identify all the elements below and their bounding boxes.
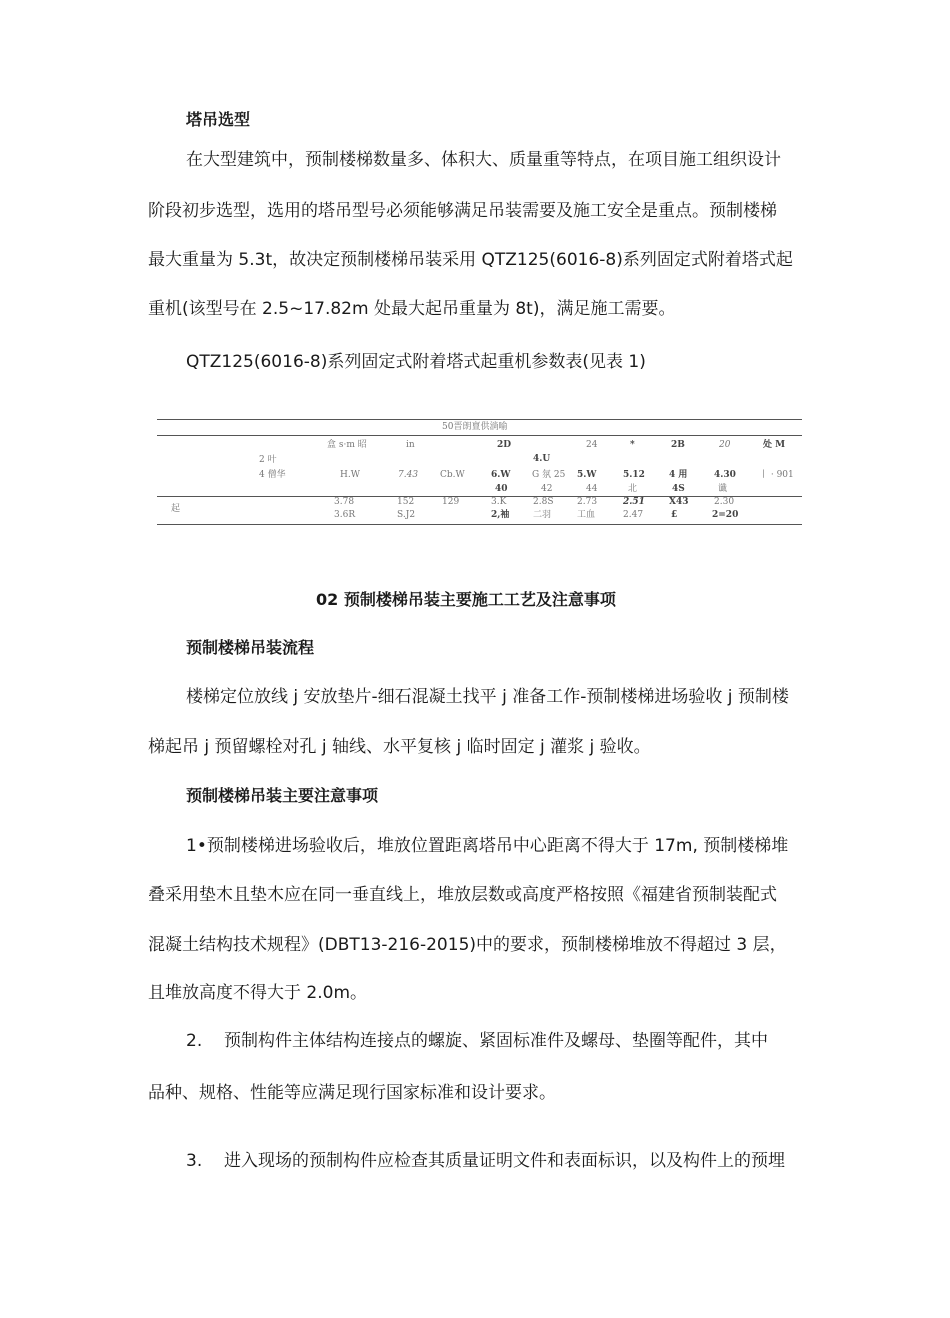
- row-d-cell: 3.78: [334, 497, 355, 507]
- row-b-cell: 7.43: [398, 470, 419, 480]
- row-e-cell: 工血: [577, 510, 596, 520]
- heading-notes: 预制楼梯吊装主要注意事项: [186, 786, 379, 805]
- section-title: 02 预制楼梯吊装主要施工工艺及注意事项: [316, 590, 616, 609]
- row-b-cell: Cb.W: [440, 470, 465, 480]
- row-d-cell: X43: [669, 497, 689, 507]
- row-b-cell: 4.30: [714, 470, 736, 480]
- row-c-cell: 谶: [718, 484, 728, 494]
- row-c-cell: 42: [541, 484, 553, 494]
- note1-line-3: 混凝土结构技术规程》(DBT13-216-2015)中的要求，预制楼梯堆放不得超过 3 层，: [148, 935, 787, 955]
- header-cell: 2B: [671, 440, 685, 450]
- row-e-cell: 2=20: [712, 510, 739, 520]
- row-d-cell: 2.73: [577, 497, 598, 507]
- header-cell: *: [630, 440, 635, 450]
- note2-line-2: 品种、规格、性能等应满足现行国家标准和设计要求。: [148, 1083, 556, 1103]
- row-d-cell: 2.30: [714, 497, 735, 507]
- row-b-cell: 6.W: [491, 470, 511, 480]
- row-c-cell: 北: [628, 484, 638, 494]
- row-b-cell: G 氛 25: [532, 470, 566, 480]
- row-b-cell: 5.W: [577, 470, 597, 480]
- row-d-cell: 起: [171, 504, 181, 514]
- row-b-cell: H.W: [340, 470, 360, 480]
- table-caption: QTZ125(6016-8)系列固定式附着塔式起重机参数表(见表 1): [186, 352, 646, 372]
- table-rule-mid: [157, 496, 802, 497]
- note2-line-1: 预制构件主体结构连接点的螺旋、紧固标准件及螺母、垫圈等配件，其中: [224, 1031, 768, 1051]
- header-cell: 24: [586, 440, 598, 450]
- table-title: 50晋朗亶供淌喻: [442, 422, 508, 432]
- row-e-cell: 2,袖: [491, 510, 510, 520]
- row-d-cell: 2.51: [623, 497, 645, 507]
- row-b-cell: 4 僧华: [259, 470, 286, 480]
- row-e-cell: £: [671, 510, 678, 520]
- note3-line-1: 进入现场的预制构件应检查其质量证明文件和表面标识，以及构件上的预埋: [224, 1151, 785, 1171]
- note3-number: 3.: [186, 1151, 203, 1171]
- header-cell: 20: [719, 440, 731, 450]
- row-c-cell: 4S: [672, 484, 685, 494]
- note1-line-2: 叠采用垫木且垫木应在同一垂直线上，堆放层数或高度严格按照《福建省预制装配式: [148, 885, 777, 905]
- table-rule-header: [157, 435, 802, 436]
- note1-line-4: 且堆放高度不得大于 2.0m。: [148, 983, 367, 1003]
- row-a-cell: 4.U: [533, 454, 551, 464]
- header-cell: 盒 s·m 昭: [327, 440, 367, 450]
- para1-line-3: 最大重量为 5.3t，故决定预制楼梯吊装采用 QTZ125(6016-8)系列固定式附着塔式起: [148, 250, 793, 270]
- heading-hoisting-flow: 预制楼梯吊装流程: [186, 638, 315, 657]
- table-rule-bottom: [157, 524, 802, 525]
- row-a-cell: 2 叶: [259, 455, 277, 465]
- row-b-cell: 丨 · 901: [759, 470, 794, 480]
- row-c-cell: 40: [495, 484, 508, 494]
- row-d-cell: 129: [442, 497, 460, 507]
- parameter-table: [157, 414, 802, 524]
- table-rule-top: [157, 419, 802, 420]
- flow-line-1: 楼梯定位放线 j 安放垫片-细石混凝土找平 j 准备工作-预制楼梯进场验收 j 预制楼: [186, 687, 789, 707]
- header-cell: 2D: [497, 440, 512, 450]
- header-cell: in: [406, 440, 415, 450]
- row-e-cell: S.J2: [397, 510, 416, 520]
- row-e-cell: 3.6R: [334, 510, 356, 520]
- row-d-cell: 3.K: [491, 497, 507, 507]
- row-b-cell: 4 用: [669, 470, 688, 480]
- note1-line-1: 1•预制楼梯进场验收后，堆放位置距离塔吊中心距离不得大于 17m, 预制楼梯堆: [186, 836, 789, 856]
- row-d-cell: 152: [397, 497, 415, 507]
- row-c-cell: 44: [586, 484, 598, 494]
- flow-line-2: 梯起吊 j 预留螺栓对孔 j 轴线、水平复核 j 临时固定 j 灌浆 j 验收。: [148, 737, 651, 757]
- para1-line-4: 重机(该型号在 2.5~17.82m 处最大起吊重量为 8t)，满足施工需要。: [148, 299, 676, 319]
- note2-number: 2.: [186, 1031, 203, 1051]
- row-e-cell: 2.47: [623, 510, 644, 520]
- row-d-cell: 2.8S: [533, 497, 554, 507]
- para1-line-1: 在大型建筑中，预制楼梯数量多、体积大、质量重等特点，在项目施工组织设计: [186, 150, 781, 170]
- heading-tower-selection: 塔吊选型: [186, 110, 251, 129]
- header-cell: 处 M: [763, 440, 786, 450]
- row-b-cell: 5.12: [623, 470, 645, 480]
- para1-line-2: 阶段初步选型，选用的塔吊型号必须能够满足吊装需要及施工安全是重点。预制楼梯: [148, 201, 777, 221]
- row-e-cell: 二羽: [533, 510, 552, 520]
